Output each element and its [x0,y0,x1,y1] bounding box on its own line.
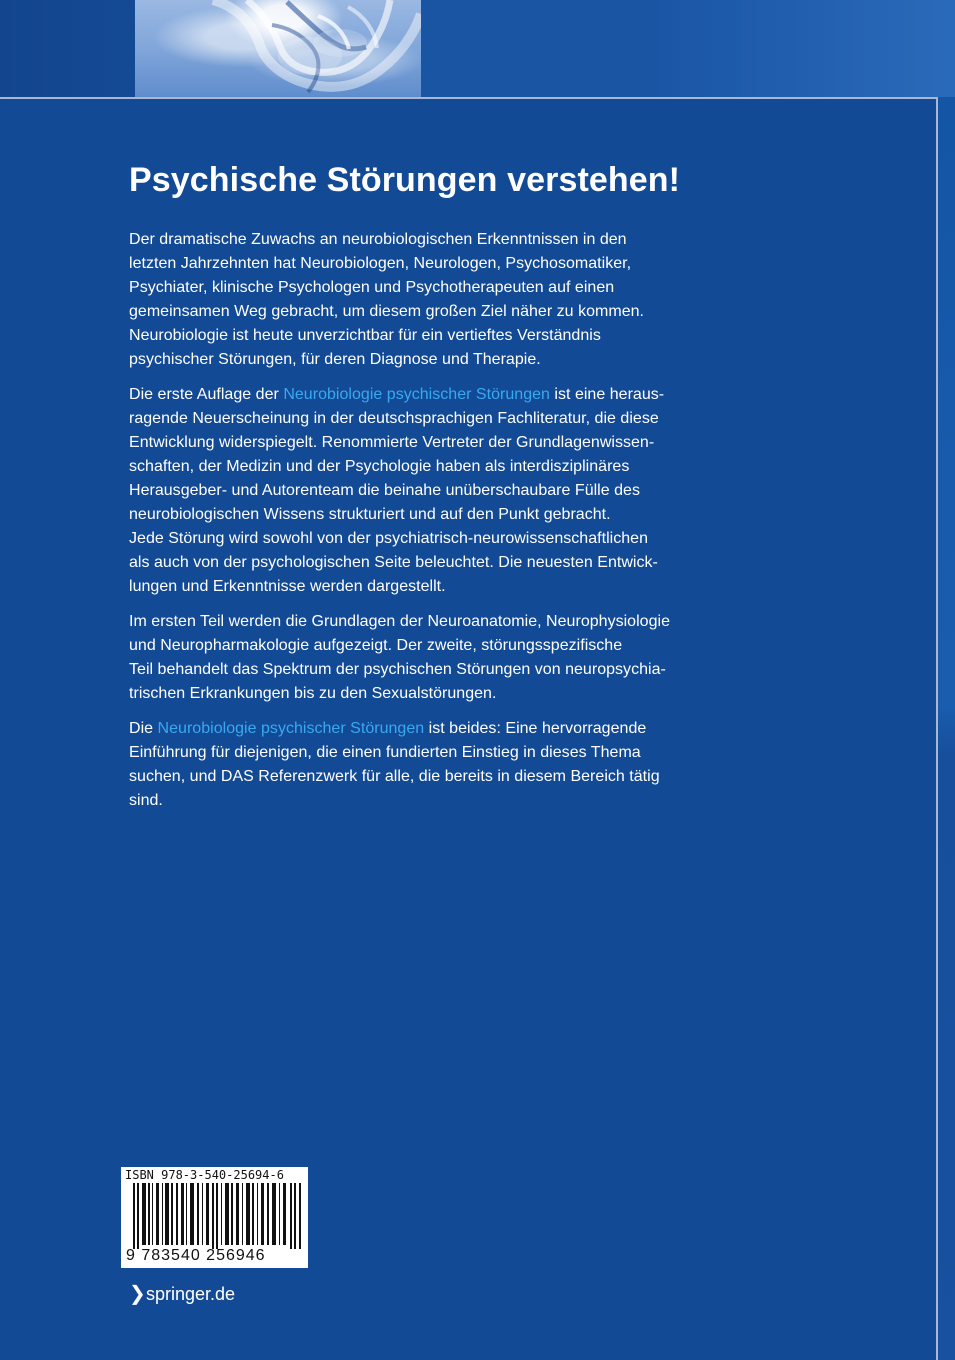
isbn-label: ISBN 978-3-540-25694-6 [125,1168,284,1182]
text-after-title: ist beides: Eine hervorragende [424,720,647,737]
page-title: Psychische Störungen verstehen! [129,161,681,199]
paragraph-line: Entwicklung widerspiegelt. Renommierte Vertreter der Grundlagenwissen- [129,434,655,451]
publisher-website-link[interactable] [129,1282,235,1306]
horizontal-divider [0,97,938,99]
chevron-right-icon: ❯ [129,1283,146,1305]
barcode-bars [133,1183,302,1249]
brain-image [135,0,421,97]
paragraph-line: Der dramatische Zuwachs an neurobiologischen Erkenntnissen in den [129,231,627,248]
book-title-highlight: Neurobiologie psychischer Störungen [157,720,425,737]
paragraph-line: ragende Neuerscheinung in der deutschsprachigen Fachliteratur, die diese [129,410,659,427]
publisher-website-text: springer.de [146,1284,236,1304]
isbn-barcode [121,1167,308,1268]
book-title-highlight: Neurobiologie psychischer Störungen [283,386,550,403]
paragraph-line: schaften, der Medizin und der Psychologie haben als interdisziplinäres [129,458,630,475]
paragraph-line: und Neuropharmakologie aufgezeigt. Der zweite, störungsspezifische [129,637,623,654]
paragraph-line: Teil behandelt das Spektrum der psychischen Störungen von neuropsychia- [129,661,666,678]
paragraph-line: Im ersten Teil werden die Grundlagen der Neuroanatomie, Neurophysiologie [129,613,671,630]
contents-paragraph [129,610,685,706]
barcode-digits: 9 783540 256946 [126,1247,266,1264]
paragraph-line: als auch von der psychologischen Seite beleuchtet. Die neuesten Entwick- [129,554,658,571]
paragraph-line: Einführung für diejenigen, die einen fundierten Einstieg in dieses Thema [129,744,641,761]
text-before-title: Die [129,720,158,737]
paragraph-line: gemeinsamen Weg gebracht, um diesem großen Ziel näher zu kommen. [129,303,645,320]
top-right-strip [650,0,955,98]
paragraph-line: letzten Jahrzehnten hat Neurobiologen, Neurologen, Psychosomatiker, [129,255,632,272]
edition-paragraph [129,383,685,599]
spine-edge [938,97,955,1360]
back-cover-text [129,158,685,824]
text-before-title: Die erste Auflage der [129,386,284,403]
paragraph-line: lungen und Erkenntnisse werden dargestellt. [129,578,446,595]
paragraph-line: suchen, und DAS Referenzwerk für alle, die bereits in diesem Bereich tätig [129,768,660,785]
paragraph-line: neurobiologischen Wissens strukturiert und auf den Punkt gebracht. [129,506,611,523]
paragraph-line: trischen Erkrankungen bis zu den Sexualstörungen. [129,685,497,702]
paragraph-line: Psychiater, klinische Psychologen und Psychotherapeuten auf einen [129,279,615,296]
paragraph-line: Herausgeber- und Autorenteam die beinahe unüberschaubare Fülle des [129,482,640,499]
closing-paragraph [129,717,685,813]
text-after-title: ist eine heraus- [549,386,665,403]
paragraph-line: Neurobiologie ist heute unverzichtbar für ein vertieftes Verständnis [129,327,601,344]
paragraph-line: sind. [129,792,163,809]
paragraph-line [129,383,685,407]
paragraph-line [129,717,685,741]
paragraph-line: Jede Störung wird sowohl von der psychiatrisch-neurowissenschaftlichen [129,530,648,547]
paragraph-line: psychischer Störungen, für deren Diagnose und Therapie. [129,351,541,368]
intro-paragraph [129,228,685,372]
